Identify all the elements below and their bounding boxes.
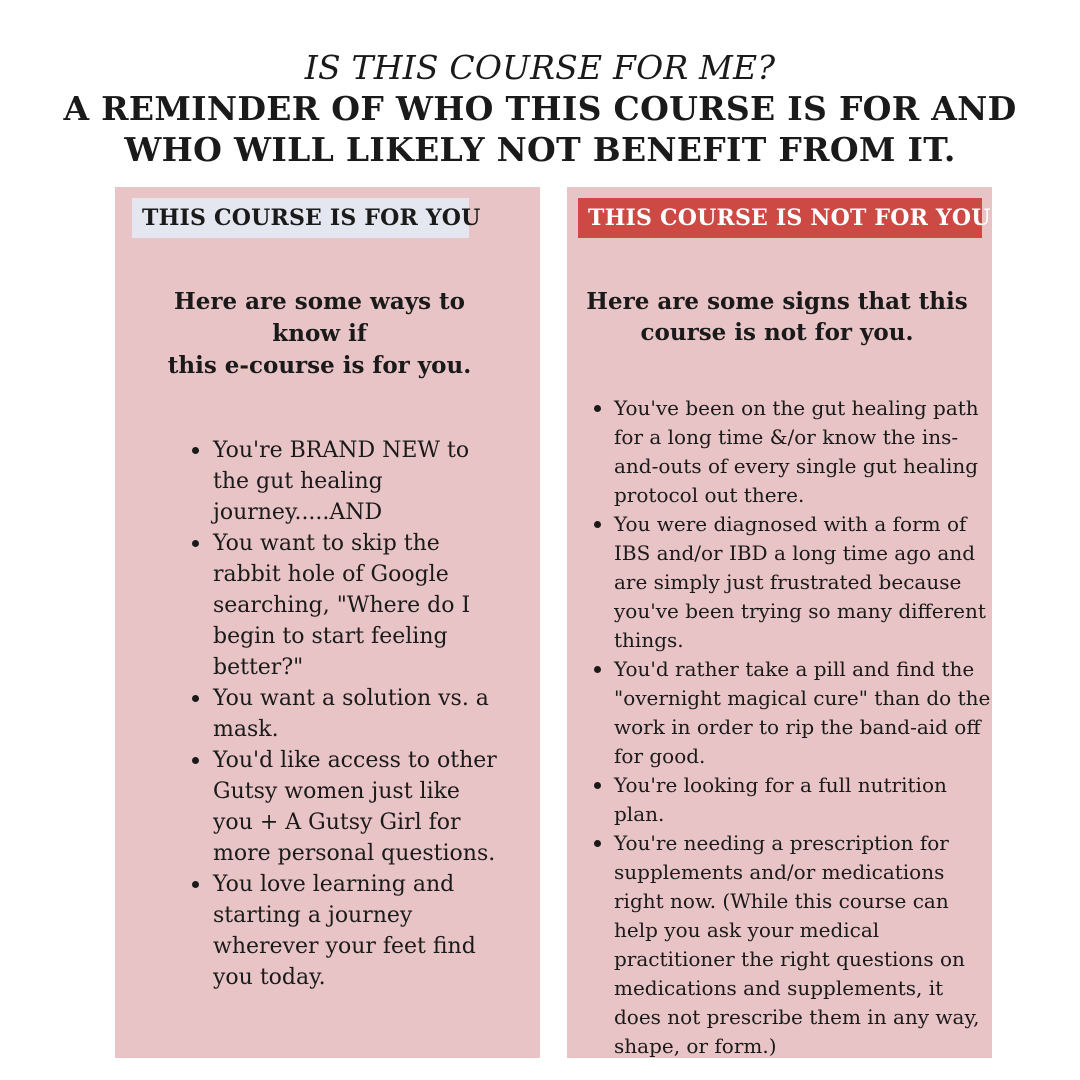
list-item: You've been on the gut healing path for a long time &/or know the ins-and-outs of every single gut healing protocol out there.: [614, 394, 994, 510]
not-for-you-label: THIS COURSE IS NOT FOR YOU: [578, 198, 982, 238]
for-you-intro-line-2: know if: [272, 320, 367, 347]
page-header: [0, 48, 1080, 170]
list-item: You're needing a prescription for supplements and/or medications right now. (While this course can help you ask your medical practitioner the right questions on medications and supplements, it does not prescribe them in any way, shape, or form.): [614, 829, 994, 1061]
list-item: You love learning and starting a journey wherever your feet find you today.: [213, 869, 503, 993]
list-item: You'd rather take a pill and find the "overnight magical cure" than do the work in order to rip the band-aid off for good.: [614, 655, 994, 771]
for-you-intro-line-3: this e-course is for you.: [167, 352, 472, 379]
list-item: You're BRAND NEW to the gut healing journey.....AND: [213, 435, 503, 528]
page-question: IS THIS COURSE FOR ME?: [304, 48, 776, 87]
for-you-panel: [115, 187, 540, 1058]
list-item: You're looking for a full nutrition plan.: [614, 771, 994, 829]
list-item: You want to skip the rabbit hole of Google searching, "Where do I begin to start feeling better?": [213, 528, 503, 683]
list-item: You want a solution vs. a mask.: [213, 683, 503, 745]
not-for-you-list: [614, 394, 994, 1061]
list-item: You'd like access to other Gutsy women just like you + A Gutsy Girl for more personal questions.: [213, 745, 503, 869]
not-for-you-intro: Here are some signs that this course is not for you.: [586, 288, 968, 346]
page-subtitle-line-2: WHO WILL LIKELY NOT BENEFIT FROM IT.: [124, 130, 956, 169]
not-for-you-panel: [567, 187, 992, 1058]
for-you-intro-line-1: Here are some ways to: [173, 288, 466, 315]
for-you-list: [213, 435, 503, 993]
list-item: You were diagnosed with a form of IBS and/or IBD a long time ago and are simply just frustrated because you've been trying so many different things.: [614, 510, 994, 655]
for-you-intro: [137, 286, 502, 382]
for-you-label: THIS COURSE IS FOR YOU: [132, 198, 469, 238]
page-subtitle-line-1: A REMINDER OF WHO THIS COURSE IS FOR AND: [63, 89, 1017, 128]
